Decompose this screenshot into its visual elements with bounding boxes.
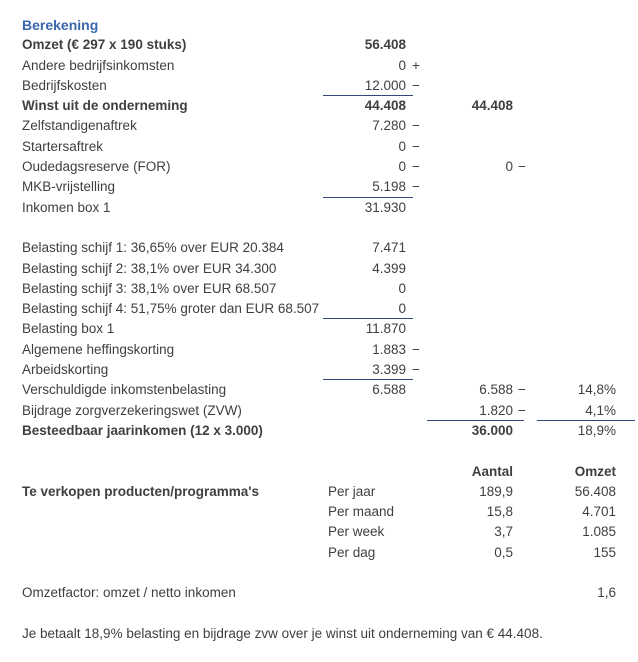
sheet-row [0,502,638,522]
row-label: Bijdrage zorgverzekeringswet (ZVW) [22,402,242,418]
percent-col-value [531,137,635,157]
row-label [0,522,323,542]
col1-operator [406,299,424,319]
percent-col-value [531,198,635,218]
sheet-row [0,177,638,197]
col1-operator [406,380,424,400]
sheet-row [0,624,638,644]
percent-col-value: Omzet [574,463,616,479]
sheet-row [0,462,638,482]
percent-col-value [531,96,635,116]
col2-operator [513,218,531,238]
percent-col-value [531,116,635,136]
amount-col1-group [323,76,424,96]
amount-col1-group [323,563,424,583]
period-sub-label: Per dag [328,544,376,560]
col2-value [424,15,513,35]
col2-value [424,35,513,55]
amount-col2-group [424,15,531,35]
amount-col2-group [424,462,531,482]
percent-col-value [531,76,635,96]
sheet-row [0,238,638,258]
percent-col-value [531,604,635,624]
amount-col1-group [323,543,424,563]
amount-col1-group [323,198,424,218]
amount-col1-group [323,116,424,136]
col1-operator [406,604,424,624]
period-sub-label [323,177,372,197]
amount-col1-group [323,137,424,157]
col2-value [424,259,513,279]
col1-value: 7.280 [372,118,406,134]
col2-operator: − [518,402,526,418]
col2-value: 1.820 [479,402,513,418]
col2-operator [513,259,531,279]
amount-col2-group [424,522,531,542]
col2-value [424,340,513,360]
amount-col2-group [424,198,531,218]
amount-col2-group [424,259,531,279]
row-label: Inkomen box 1 [22,199,111,215]
col1-value: 5.198 [372,179,406,195]
col1-value: 6.588 [372,382,406,398]
col1-operator [406,198,424,218]
col1-operator [406,218,424,238]
row-label [0,502,323,522]
col2-operator [513,340,531,360]
period-sub-label [323,421,406,441]
col2-value [424,299,513,319]
col1-operator [406,259,424,279]
col1-operator [406,502,424,522]
amount-col2-group [424,482,531,502]
period-sub-label [323,462,406,482]
row-label: Belasting schijf 1: 36,65% over EUR 20.384 [22,240,284,256]
row-label [0,441,323,461]
col1-operator [406,543,424,563]
row-label [0,563,323,583]
period-sub-label [323,198,365,218]
percent-col-value: 155 [593,544,616,560]
period-sub-label [323,259,372,279]
col2-operator: − [518,159,526,175]
sheet-row [0,35,638,55]
percent-col-value [531,157,635,177]
sheet-row [0,157,638,177]
col1-value: 56.408 [364,37,406,53]
period-sub-label [323,299,398,319]
amount-col1-group [323,35,424,55]
row-label: Belasting schijf 4: 51,75% groter dan EUR 68.507 [22,301,320,317]
col2-operator [513,299,531,319]
amount-col1-group [323,157,424,177]
col2-operator [513,421,531,441]
amount-col2-group [424,380,531,400]
sheet-row [0,96,638,116]
sheet-row [0,15,638,35]
sheet-row [0,319,638,339]
percent-col-value [531,238,635,258]
col1-value: 0 [398,57,406,73]
percent-col-value: 56.408 [574,483,616,499]
row-label [0,462,323,482]
col1-operator [406,96,424,116]
col2-value [424,116,513,136]
col2-operator [513,482,531,502]
col1-operator [406,35,424,55]
percent-col-value [531,15,635,35]
col2-value: 189,9 [479,483,513,499]
percent-col-value: 1,6 [597,585,616,601]
row-label: Bedrijfskosten [22,77,107,93]
amount-col1-group [323,441,424,461]
col2-operator [513,76,531,96]
col2-value [424,583,513,603]
col1-value: 1.883 [372,341,406,357]
row-label: Andere bedrijfsinkomsten [22,57,175,73]
col1-value: 0 [398,159,406,175]
amount-col2-group [424,177,531,197]
col2-value: 15,8 [486,504,513,520]
sheet-row [0,543,638,563]
col2-operator: − [518,382,526,398]
row-label: Oudedagsreserve (FOR) [22,159,171,175]
col2-operator [513,198,531,218]
col2-operator [513,177,531,197]
col2-operator [513,441,531,461]
col2-value: 0 [505,159,513,175]
col2-operator [513,360,531,380]
col2-operator [513,15,531,35]
col1-operator [406,441,424,461]
period-sub-label [323,604,406,624]
amount-col2-group [424,157,531,177]
col1-operator [406,401,424,421]
col1-value: 0 [398,280,406,296]
amount-col2-group [424,76,531,96]
col2-value [424,198,513,218]
sheet-row [0,421,638,441]
col1-operator: − [412,77,420,93]
amount-col2-group [424,401,531,421]
col1-operator: − [412,138,420,154]
amount-col1-group [323,360,424,380]
row-label: Berekening [22,17,99,33]
sheet-row [0,441,638,461]
col2-value [424,441,513,461]
col1-operator [406,319,424,339]
col1-operator [406,279,424,299]
amount-col1-group [323,380,424,400]
row-label: Belasting box 1 [22,321,115,337]
col2-value [424,238,513,258]
sheet-row [0,604,638,624]
percent-col-value [531,56,635,76]
amount-col1-group [323,218,424,238]
percent-col-value [531,563,635,583]
period-sub-label [323,116,372,136]
amount-col2-group [424,137,531,157]
amount-col1-group [323,299,424,319]
amount-col2-group [424,238,531,258]
col1-value: 44.408 [364,98,406,114]
col1-operator: − [412,179,420,195]
col2-value [424,218,513,238]
amount-col1-group [323,259,424,279]
col1-value: 31.930 [364,199,406,215]
col2-operator [513,522,531,542]
period-sub-label [323,441,406,461]
period-sub-label [323,15,406,35]
period-sub-label [323,563,406,583]
col1-value: 4.399 [372,260,406,276]
row-label: Je betaalt 18,9% belasting en bijdrage zvw over je winst uit onderneming van € 44.408. [22,625,543,641]
amount-col1-group [323,482,424,502]
amount-col1-group [323,319,424,339]
amount-col2-group [424,116,531,136]
amount-col1-group [323,401,424,421]
percent-col-value [531,340,635,360]
amount-col2-group [424,583,531,603]
col2-operator [513,319,531,339]
amount-col1-group [323,177,424,197]
col2-operator [513,96,531,116]
col2-value [424,137,513,157]
period-sub-label [323,401,406,421]
sheet-row [0,76,638,96]
col2-operator [513,56,531,76]
amount-col2-group [424,299,531,319]
period-sub-label [323,35,365,55]
percent-col-value: 4,1% [531,401,635,421]
col1-operator: − [412,159,420,175]
col1-operator [406,421,424,441]
amount-col2-group [424,421,531,441]
percent-col-value [531,360,635,380]
col1-operator [406,238,424,258]
col1-value: 11.870 [365,321,406,337]
col2-value: 6.588 [479,382,513,398]
row-label [0,604,323,624]
row-label: Winst uit de onderneming [22,98,188,114]
row-label: Te verkopen producten/programma's [22,483,260,499]
percent-col-value: 1.085 [582,524,616,540]
period-sub-label [323,96,365,116]
col2-operator [513,462,531,482]
percent-col-value [531,177,635,197]
amount-col1-group [323,340,424,360]
col2-operator [513,116,531,136]
period-sub-label [323,360,372,380]
period-sub-label [323,137,398,157]
col2-value: 44.408 [471,98,513,114]
col1-operator [406,583,424,603]
col2-value [424,360,513,380]
row-label [0,218,323,238]
row-label: Zelfstandigenaftrek [22,118,137,134]
amount-col2-group [424,35,531,55]
row-label [0,543,323,563]
sheet-row [0,401,638,421]
sheet-row [0,198,638,218]
amount-col1-group [323,583,424,603]
amount-col1-group [323,522,424,542]
col1-operator [406,462,424,482]
sheet-row [0,340,638,360]
sheet-row [0,299,638,319]
period-sub-label [323,380,372,400]
amount-col2-group [424,543,531,563]
col2-operator [513,35,531,55]
col1-operator [406,563,424,583]
amount-col2-group [424,604,531,624]
period-sub-label [323,319,366,339]
percent-col-value [531,299,635,319]
row-label: Besteedbaar jaarinkomen (12 x 3.000) [22,422,263,438]
sheet-row [0,583,638,603]
col1-operator: − [412,362,420,378]
amount-col2-group [424,340,531,360]
amount-col2-group [424,56,531,76]
col2-value [424,177,513,197]
col2-operator [513,238,531,258]
amount-col1-group [323,604,424,624]
period-sub-label [323,218,406,238]
col2-value [424,563,513,583]
amount-col1-group [323,421,424,441]
col2-operator [513,137,531,157]
period-sub-label [323,76,365,96]
sheet-row [0,563,638,583]
period-sub-label [323,583,406,603]
col2-value: 0,5 [494,544,513,560]
col2-operator [513,604,531,624]
amount-col2-group [424,360,531,380]
sheet-row [0,116,638,136]
amount-col1-group [323,15,424,35]
row-label: Belasting schijf 3: 38,1% over EUR 68.507 [22,280,277,296]
col2-value [424,604,513,624]
row-label: Arbeidskorting [22,362,109,378]
col2-value: Aantal [471,463,513,479]
amount-col1-group [323,279,424,299]
row-label: Omzetfactor: omzet / netto inkomen [22,585,236,601]
row-label: Startersaftrek [22,138,104,154]
col1-operator [406,482,424,502]
sheet-row [0,218,638,238]
row-label: Belasting schijf 2: 38,1% over EUR 34.300 [22,260,277,276]
col2-value [424,319,513,339]
percent-col-value [531,441,635,461]
sheet-row [0,279,638,299]
col1-operator: − [412,341,420,357]
col1-value: 0 [398,138,406,154]
percent-col-value: 4.701 [582,504,616,520]
col2-value [424,56,513,76]
col2-operator [513,279,531,299]
amount-col1-group [323,462,424,482]
percent-col-value [531,35,635,55]
amount-col2-group [424,563,531,583]
amount-col2-group [424,279,531,299]
col2-operator [513,502,531,522]
sheet-row [0,522,638,542]
col1-value: 12.000 [364,77,406,93]
percent-col-value [531,218,635,238]
period-sub-label: Per week [328,524,385,540]
row-label: Algemene heffingskorting [22,341,175,357]
percent-col-value [531,279,635,299]
period-sub-label [323,279,398,299]
amount-col2-group [424,502,531,522]
sheet-row [0,380,638,400]
amount-col2-group [424,441,531,461]
period-sub-label: Per maand [328,504,395,520]
col1-operator [406,522,424,542]
col1-operator: + [412,57,420,73]
sheet-row [0,137,638,157]
col2-value [424,279,513,299]
period-sub-label [323,238,372,258]
percent-col-value: 18,9% [577,422,616,438]
period-sub-label [323,157,398,177]
percent-col-value [531,319,635,339]
row-label: Verschuldigde inkomstenbelasting [22,382,227,398]
col1-value: 0 [398,301,406,317]
period-sub-label [323,340,372,360]
sheet-row [0,360,638,380]
sheet-row [0,259,638,279]
col2-operator [513,583,531,603]
col2-value: 36.000 [471,422,513,438]
col1-value: 7.471 [372,240,406,256]
col2-operator [513,543,531,563]
amount-col1-group [323,96,424,116]
period-sub-label [323,56,398,76]
col1-operator: − [412,118,420,134]
sheet-row [0,482,638,502]
row-label: Omzet (€ 297 x 190 stuks) [22,37,187,53]
period-sub-label: Per jaar [328,483,376,499]
amount-col2-group [424,319,531,339]
sheet-row [0,56,638,76]
amount-col1-group [323,56,424,76]
amount-col1-group [323,502,424,522]
amount-col2-group [424,218,531,238]
col1-value: 3.399 [372,362,406,378]
percent-col-value [531,259,635,279]
col2-operator [513,563,531,583]
col2-value [424,76,513,96]
col2-value: 3,7 [494,524,513,540]
amount-col2-group [424,96,531,116]
amount-col1-group [323,238,424,258]
row-label: MKB-vrijstelling [22,179,116,195]
col1-operator [406,15,424,35]
percent-col-value: 14,8% [577,382,616,398]
